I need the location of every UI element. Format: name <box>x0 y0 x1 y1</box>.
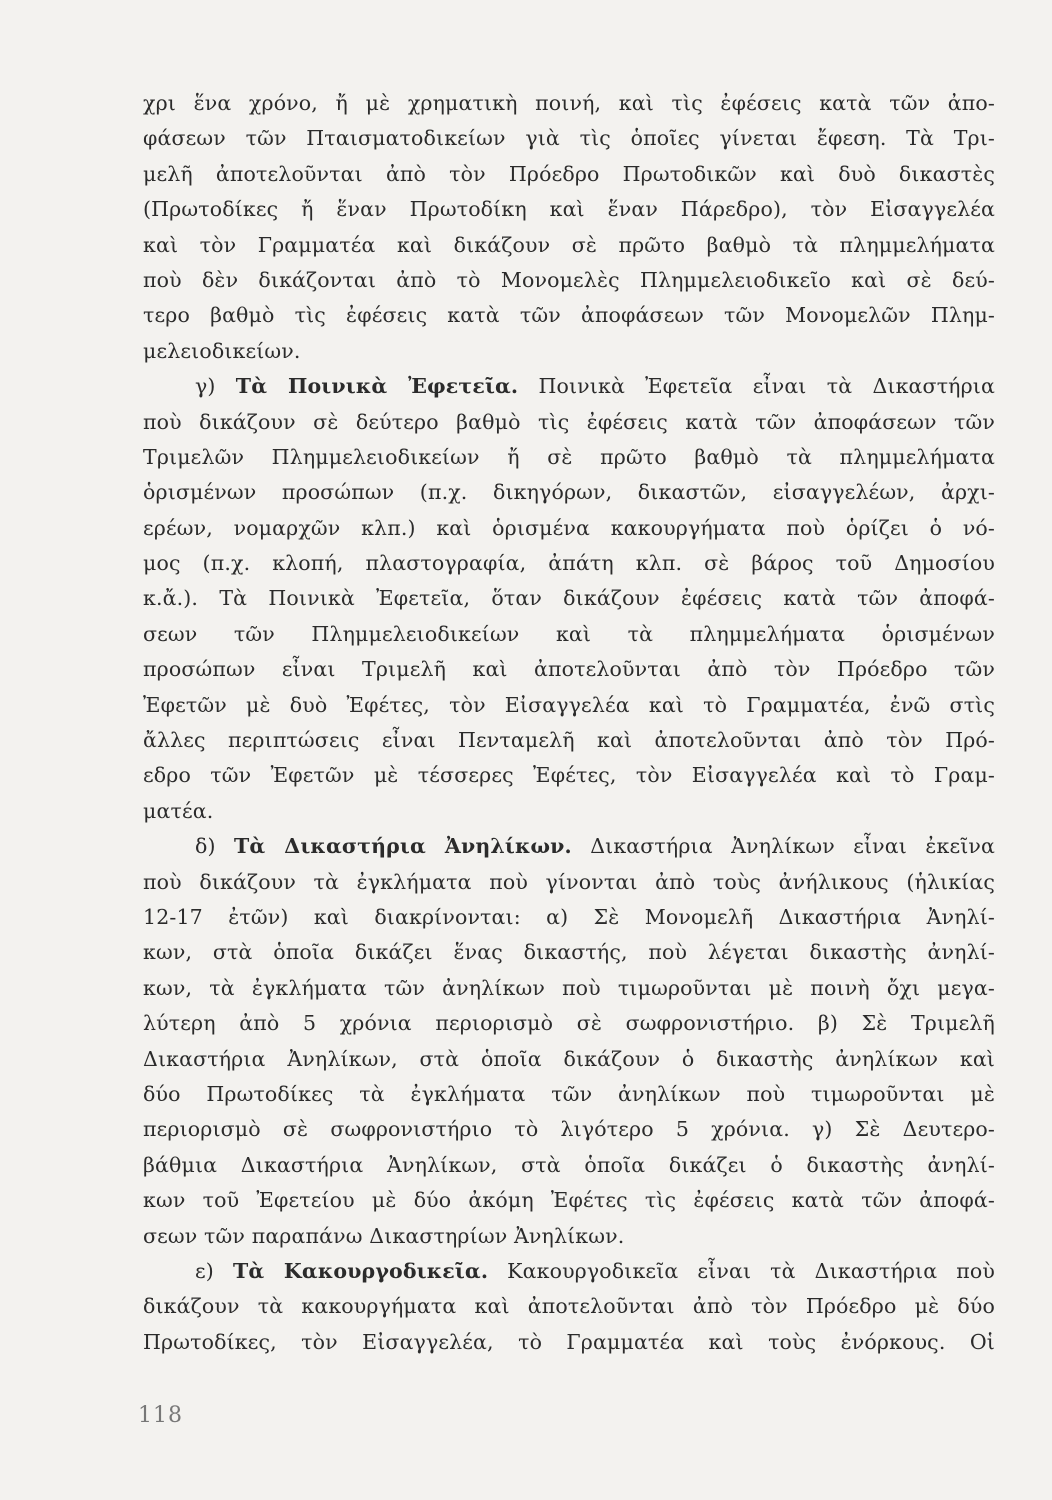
section-g-heading: Τὰ Ποινικὰ Ἐφετεῖα. <box>235 374 519 399</box>
text-line: ἄλλες περιπτώσεις εἶναι Πενταμελῆ καὶ ἀποτελοῦνται ἀπὸ τὸν Πρό- <box>143 728 995 753</box>
text-line: σεων τῶν παραπάνω Δικαστηρίων Ἀνηλίκων. <box>143 1223 625 1248</box>
section-e-first-text: Κακουργοδικεῖα εἶναι τὰ Δικαστήρια ποὺ <box>507 1258 995 1283</box>
text-line: βάθμια Δικαστήρια Ἀνηλίκων, στὰ ὁποῖα δικάζει ὁ δικαστὴς ἀνηλί- <box>143 1152 995 1177</box>
text-line: Δικαστήρια Ἀνηλίκων, στὰ ὁποῖα δικάζουν ὁ δικαστὴς ἀνηλίκων καὶ <box>143 1046 995 1071</box>
page-number: 118 <box>138 1403 183 1428</box>
text-line: χρι ἕνα χρόνο, ἤ μὲ χρηματικὴ ποινή, καὶ τὶς ἐφέσεις κατὰ τῶν ἀπο- <box>143 91 995 115</box>
page-body <box>143 86 995 1360</box>
text-line: λύτερη ἀπὸ 5 χρόνια περιορισμὸ σὲ σωφρονιστήριο. β) Σὲ Τριμελῆ <box>143 1011 995 1036</box>
section-e-first-line <box>143 1254 995 1289</box>
text-line: Ἐφετῶν μὲ δυὸ Ἐφέτες, τὸν Εἰσαγγελέα καὶ τὸ Γραμματέα, ἐνῶ στὶς <box>143 692 995 717</box>
section-g-first-text: Ποινικὰ Ἐφετεῖα εἶναι τὰ Δικαστήρια <box>538 374 995 399</box>
text-line: κων, τὰ ἐγκλήματα τῶν ἀνηλίκων ποὺ τιμωροῦνται μὲ ποινὴ ὄχι μεγα- <box>143 975 995 1000</box>
text-line: ὁρισμένων προσώπων (π.χ. δικηγόρων, δικαστῶν, εἰσαγγελέων, ἀρχι- <box>143 480 995 505</box>
text-line: καὶ τὸν Γραμματέα καὶ δικάζουν σὲ πρῶτο βαθμὸ τὰ πλημμελήματα <box>143 232 995 257</box>
text-line: δικάζουν τὰ κακουργήματα καὶ ἀποτελοῦνται ἀπὸ τὸν Πρόεδρο μὲ δύο <box>143 1294 995 1319</box>
text-line: κων τοῦ Ἐφετείου μὲ δύο ἀκόμη Ἐφέτες τὶς ἐφέσεις κατὰ τῶν ἀποφά- <box>143 1188 995 1213</box>
section-d-heading: Τὰ Δικαστήρια Ἀνηλίκων. <box>234 834 572 859</box>
text-line: φάσεων τῶν Πταισματοδικείων γιὰ τὶς ὁποῖες γίνεται ἔφεση. Τὰ Τρι- <box>143 126 995 151</box>
text-line: περιορισμὸ σὲ σωφρονιστήριο τὸ λιγότερο 5 χρόνια. γ) Σὲ Δευτερο- <box>143 1117 995 1142</box>
text-line: κ.ἄ.). Τὰ Ποινικὰ Ἐφετεῖα, ὅταν δικάζουν ἐφέσεις κατὰ τῶν ἀποφά- <box>143 586 995 611</box>
text-line: ποὺ δικάζουν τὰ ἐγκλήματα ποὺ γίνονται ἀπὸ τοὺς ἀνήλικους (ἡλικίας <box>143 869 995 894</box>
text-line: μελῆ ἀποτελοῦνται ἀπὸ τὸν Πρόεδρο Πρωτοδικῶν καὶ δυὸ δικαστὲς <box>143 161 995 186</box>
text-line: Τριμελῶν Πλημμελειοδικείων ἤ σὲ πρῶτο βαθμὸ τὰ πλημμελήματα <box>143 444 995 469</box>
text-line: προσώπων εἶναι Τριμελῆ καὶ ἀποτελοῦνται ἀπὸ τὸν Πρόεδρο τῶν <box>143 657 995 682</box>
text-line: ποὺ δικάζουν σὲ δεύτερο βαθμὸ τὶς ἐφέσεις κατὰ τῶν ἀποφάσεων τῶν <box>143 409 995 434</box>
section-d-first-line <box>143 829 995 864</box>
text-line: Πρωτοδίκες, τὸν Εἰσαγγελέα, τὸ Γραμματέα καὶ τοὺς ἐνόρκους. Οἱ <box>143 1329 995 1354</box>
section-g-label: γ) <box>195 374 216 399</box>
text-line: σεων τῶν Πλημμελειοδικείων καὶ τὰ πλημμελήματα ὁρισμένων <box>143 621 995 646</box>
text-line: τερο βαθμὸ τὶς ἐφέσεις κατὰ τῶν ἀποφάσεων τῶν Μονομελῶν Πλημ- <box>143 303 995 328</box>
text-line: ερέων, νομαρχῶν κλπ.) καὶ ὁρισμένα κακουργήματα ποὺ ὁρίζει ὁ νό- <box>143 515 995 540</box>
text-line: 12-17 ἐτῶν) καὶ διακρίνονται: α) Σὲ Μονομελῆ Δικαστήρια Ἀνηλί- <box>143 904 995 929</box>
section-e-heading: Τὰ Κακουργοδικεῖα. <box>232 1258 489 1283</box>
section-d-label: δ) <box>195 834 216 859</box>
section-d-first-text: Δικαστήρια Ἀνηλίκων εἶναι ἐκεῖνα <box>590 834 996 859</box>
text-line: μος (π.χ. κλοπή, πλαστογραφία, ἀπάτη κλπ. σὲ βάρος τοῦ Δημοσίου <box>143 551 995 576</box>
text-line: ματέα. <box>143 798 214 823</box>
text-line: δύο Πρωτοδίκες τὰ ἐγκλήματα τῶν ἀνηλίκων ποὺ τιμωροῦνται μὲ <box>143 1081 995 1106</box>
text-line: ποὺ δὲν δικάζονται ἀπὸ τὸ Μονομελὲς Πλημμελειοδικεῖο καὶ σὲ δεύ- <box>143 267 995 292</box>
text-line: εδρο τῶν Ἐφετῶν μὲ τέσσερες Ἐφέτες, τὸν Εἰσαγγελέα καὶ τὸ Γραμ- <box>143 763 995 788</box>
section-e-label: ε) <box>195 1258 214 1283</box>
text-line: κων, στὰ ὁποῖα δικάζει ἕνας δικαστής, ποὺ λέγεται δικαστὴς ἀνηλί- <box>143 940 995 965</box>
section-g-first-line <box>143 369 995 404</box>
text-line: μελειοδικείων. <box>143 338 301 363</box>
text-line: (Πρωτοδίκες ἤ ἕναν Πρωτοδίκη καὶ ἕναν Πάρεδρο), τὸν Εἰσαγγελέα <box>143 197 995 222</box>
